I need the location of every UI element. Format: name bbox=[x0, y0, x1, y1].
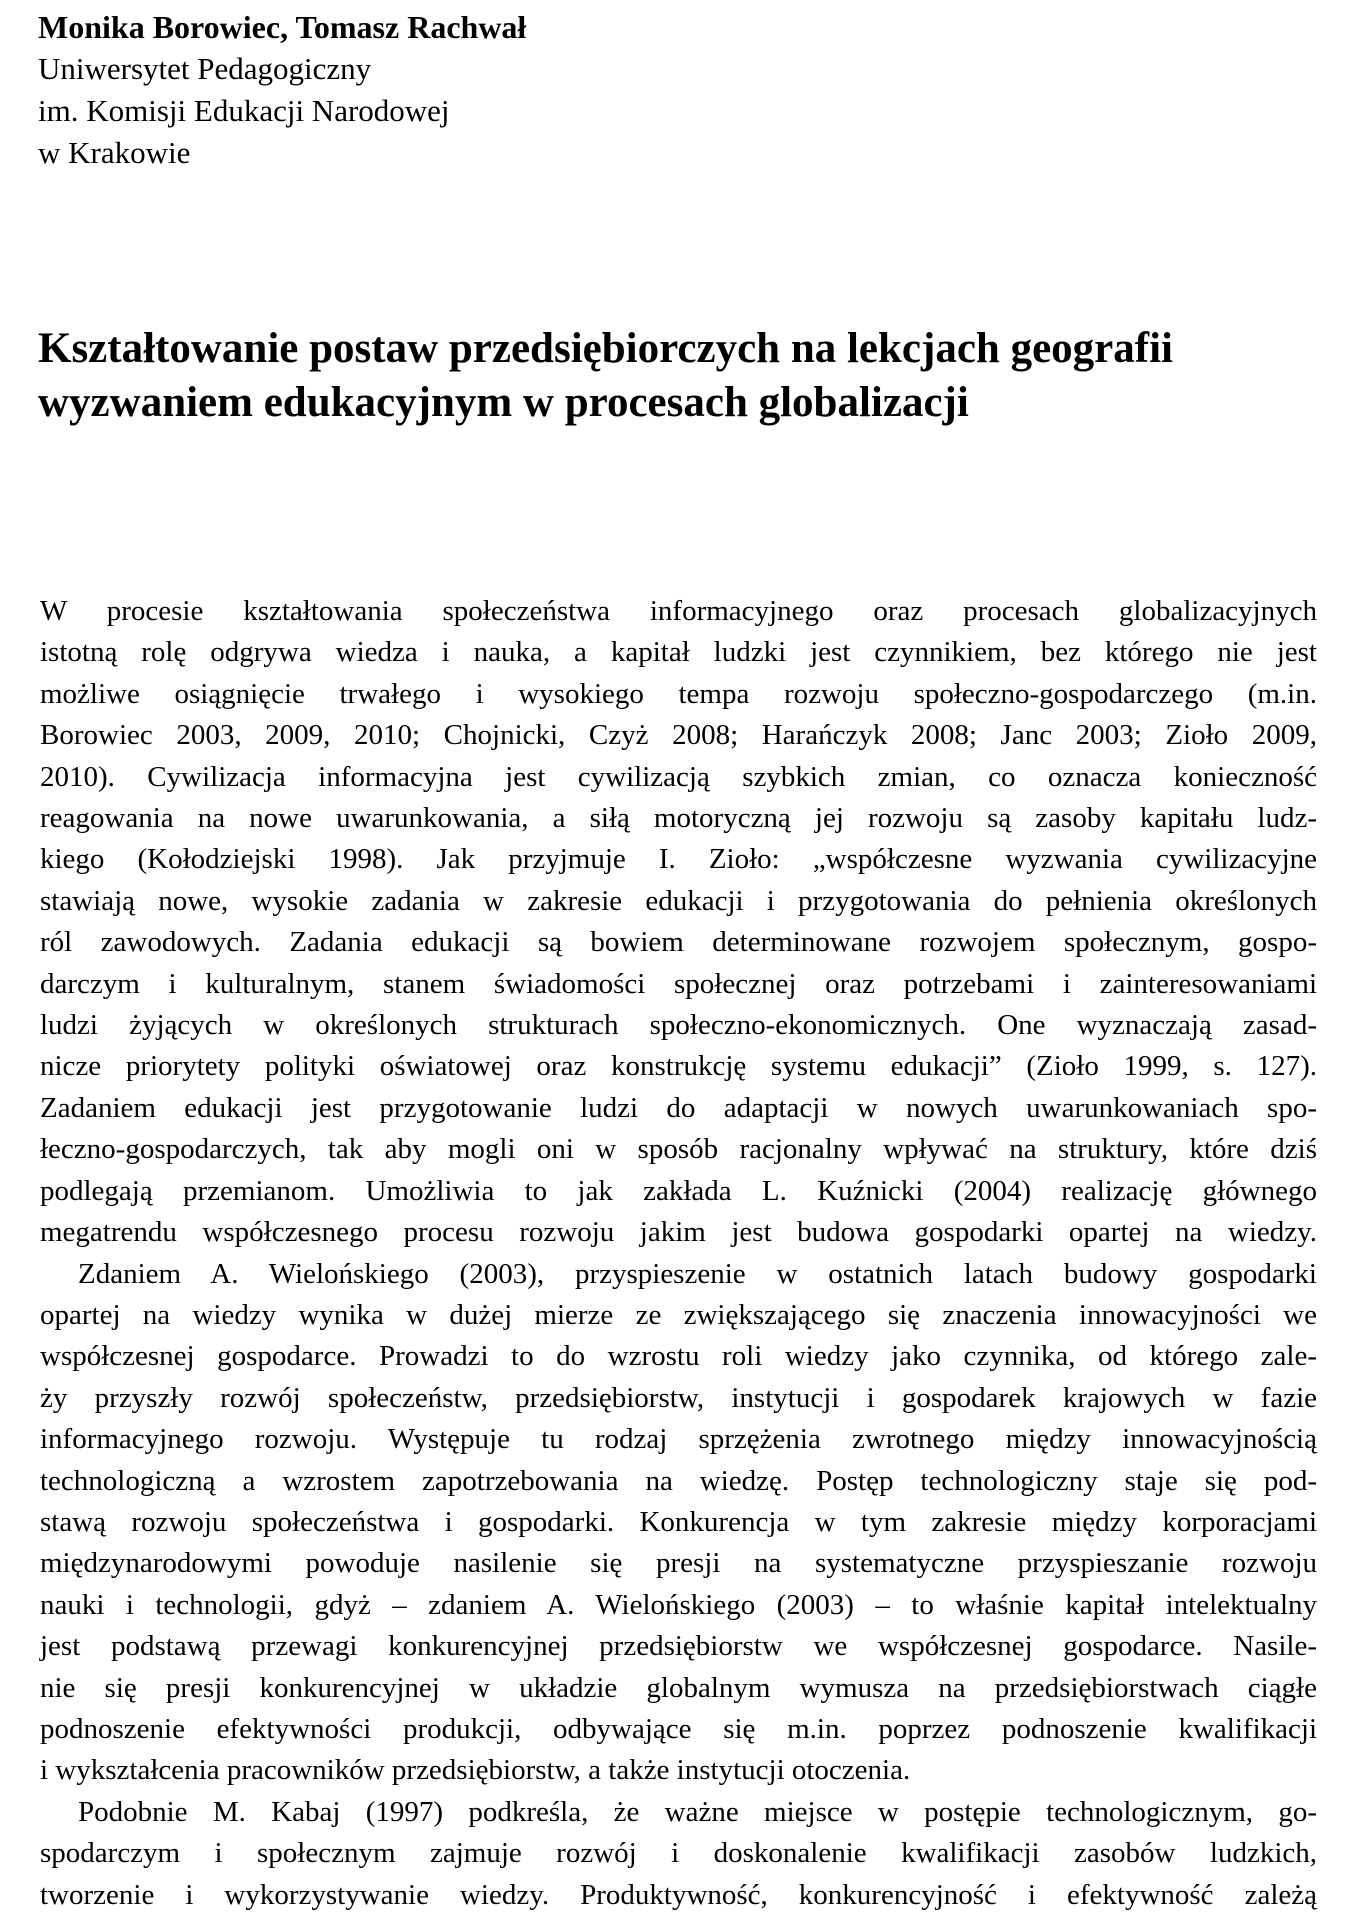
paragraph-3 bbox=[40, 1792, 1317, 1916]
affiliation-line-2: im. Komisji Edukacji Narodowej bbox=[38, 93, 450, 128]
text-line: kiego (Kołodziejski 1998). Jak przyjmuje I. Zioło: „współczesne wyzwania cywilizacyjne bbox=[40, 843, 1317, 876]
text-line: i wykształcenia pracowników przedsiębiorstw, a także instytucji otoczenia. bbox=[40, 1754, 911, 1787]
text-line: Zdaniem A. Wielońskiego (2003), przyspieszenie w ostatnich latach budowy gospodarki bbox=[78, 1257, 1317, 1290]
text-line: nie się presji konkurencyjnej w układzie globalnym wymusza na przedsiębiorstwach ciągłe bbox=[40, 1671, 1317, 1704]
text-line: W procesie kształtowania społeczeństwa informacyjnego oraz procesach globalizacyjnych bbox=[40, 595, 1317, 627]
text-line: tworzenie i wykorzystywanie wiedzy. Produktywność, konkurencyjność i efektywność zależą bbox=[40, 1878, 1317, 1911]
text-line: ludzi żyjących w określonych strukturach społeczno-ekonomicznych. One wyznaczają zasad- bbox=[40, 1009, 1317, 1042]
text-line: współczesnej gospodarce. Prowadzi to do wzrostu roli wiedzy jako czynnika, od którego zale- bbox=[40, 1340, 1317, 1373]
text-line: 2010). Cywilizacja informacyjna jest cywilizacją szybkich zmian, co oznacza konieczność bbox=[40, 760, 1317, 793]
text-line: podlegają przemianom. Umożliwia to jak zakłada L. Kuźnicki (2004) realizację głównego bbox=[40, 1174, 1317, 1207]
paragraph-1 bbox=[40, 591, 1317, 1254]
text-line: międzynarodowymi powoduje nasilenie się presji na systematyczne przyspieszanie rozwoju bbox=[40, 1547, 1317, 1580]
author-block bbox=[38, 6, 526, 174]
text-line: stawiają nowe, wysokie zadania w zakresie edukacji i przygotowania do pełnienia określonych bbox=[40, 884, 1317, 917]
text-line: reagowania na nowe uwarunkowania, a siłą motoryczną jej rozwoju są zasoby kapitału ludz- bbox=[40, 802, 1317, 835]
text-line: darczym i kulturalnym, stanem świadomości społecznej oraz potrzebami i zainteresowaniami bbox=[40, 967, 1317, 1000]
text-line: istotną rolę odgrywa wiedza i nauka, a kapitał ludzki jest czynnikiem, bez którego nie jest bbox=[40, 636, 1317, 669]
affiliation-line-3: w Krakowie bbox=[38, 135, 191, 170]
text-line: nauki i technologii, gdyż – zdaniem A. Wielońskiego (2003) – to właśnie kapitał intelektualny bbox=[40, 1588, 1317, 1621]
article-title bbox=[38, 322, 1173, 430]
text-line: opartej na wiedzy wynika w dużej mierze ze zwiększającego się znaczenia innowacyjności we bbox=[40, 1298, 1317, 1331]
author-names: Monika Borowiec, Tomasz Rachwał bbox=[38, 9, 527, 45]
text-line: stawą rozwoju społeczeństwa i gospodarki. Konkurencja w tym zakresie między korporacjami bbox=[40, 1505, 1317, 1538]
text-line: technologiczną a wzrostem zapotrzebowania na wiedzę. Postęp technologiczny staje się pod- bbox=[40, 1464, 1317, 1497]
text-line: ról zawodowych. Zadania edukacji są bowiem determinowane rozwojem społecznym, gospo- bbox=[40, 926, 1317, 959]
text-line: łeczno-gospodarczych, tak aby mogli oni w sposób racjonalny wpływać na struktury, które dziś bbox=[40, 1133, 1317, 1166]
text-line: możliwe osiągnięcie trwałego i wysokiego tempa rozwoju społeczno-gospodarczego (m.in. bbox=[40, 677, 1317, 710]
text-line: informacyjnego rozwoju. Występuje tu rodzaj sprzężenia zwrotnego między innowacyjnością bbox=[40, 1423, 1317, 1456]
paragraph-2 bbox=[40, 1254, 1317, 1792]
text-line: Borowiec 2003, 2009, 2010; Chojnicki, Czyż 2008; Harańczyk 2008; Janc 2003; Zioło 2009, bbox=[40, 719, 1317, 752]
text-line: megatrendu współczesnego procesu rozwoju jakim jest budowa gospodarki opartej na wiedzy. bbox=[40, 1216, 1317, 1249]
title-line-2: wyzwaniem edukacyjnym w procesach globalizacji bbox=[38, 379, 969, 426]
affiliation-line-1: Uniwersytet Pedagogiczny bbox=[38, 51, 372, 86]
article-body bbox=[40, 591, 1317, 1916]
text-line: podnoszenie efektywności produkcji, odbywające się m.in. poprzez podnoszenie kwalifikacji bbox=[40, 1712, 1317, 1745]
text-line: spodarczym i społecznym zajmuje rozwój i doskonalenie kwalifikacji zasobów ludzkich, bbox=[40, 1837, 1317, 1870]
text-line: nicze priorytety polityki oświatowej oraz konstrukcję systemu edukacji” (Zioło 1999, s. 127). bbox=[40, 1050, 1317, 1083]
text-line: Podobnie M. Kabaj (1997) podkreśla, że ważne miejsce w postępie technologicznym, go- bbox=[78, 1795, 1317, 1828]
text-line: Zadaniem edukacji jest przygotowanie ludzi do adaptacji w nowych uwarunkowaniach spo- bbox=[40, 1091, 1317, 1124]
text-line: jest podstawą przewagi konkurencyjnej przedsiębiorstw we współczesnej gospodarce. Nasile- bbox=[40, 1630, 1317, 1663]
text-line: ży przyszły rozwój społeczeństw, przedsiębiorstw, instytucji i gospodarek krajowych w fazie bbox=[40, 1381, 1317, 1414]
title-line-1: Kształtowanie postaw przedsiębiorczych na lekcjach geografii bbox=[38, 325, 1173, 372]
